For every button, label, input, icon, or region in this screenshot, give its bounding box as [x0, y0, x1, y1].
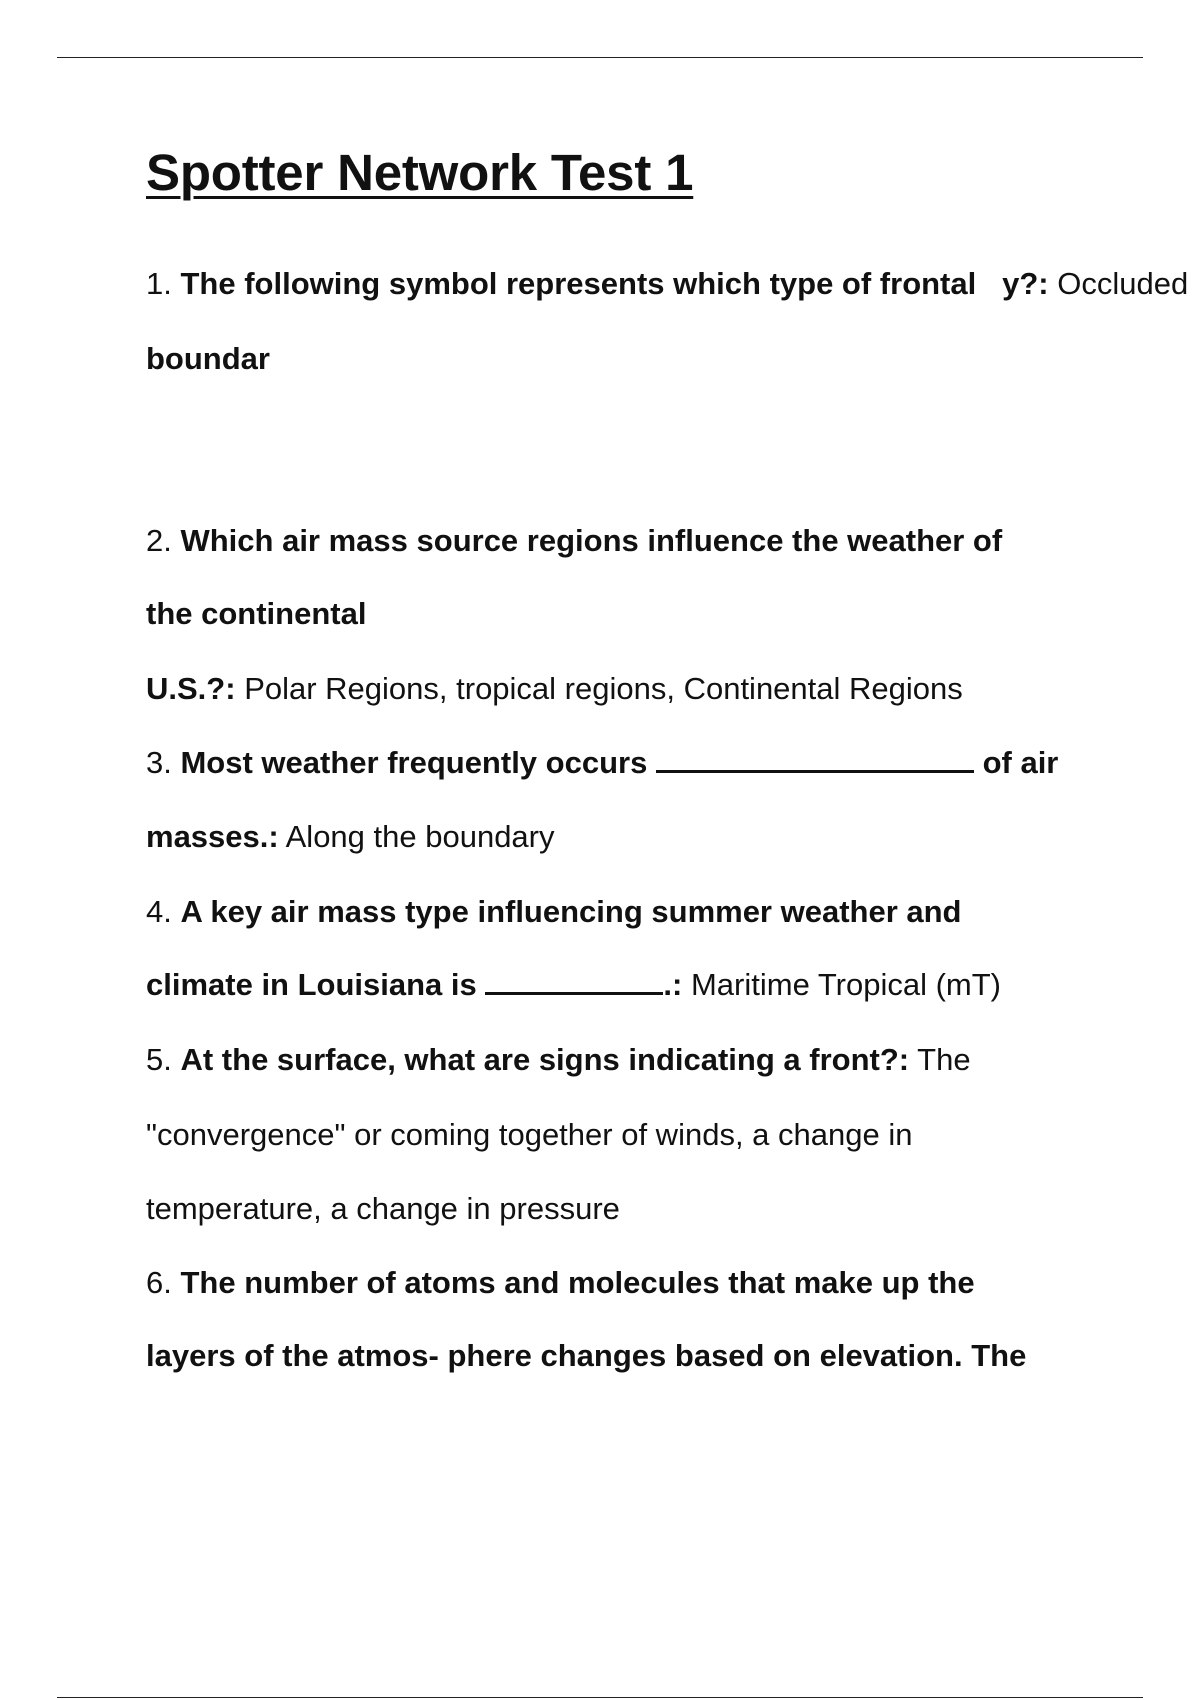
question-2-text-end: U.S.?:	[146, 671, 236, 706]
bottom-rule	[57, 1697, 1143, 1698]
question-3-text-b: of air	[982, 745, 1059, 780]
top-rule	[57, 57, 1143, 58]
question-2-line-3	[146, 670, 963, 708]
question-4-text-cont: climate in Louisiana is	[146, 967, 477, 1002]
question-6-number: 6.	[146, 1265, 172, 1300]
question-3-line-2	[146, 818, 555, 856]
question-3-blank	[656, 744, 974, 773]
question-4-text-end: .:	[663, 967, 683, 1002]
question-2-number: 2.	[146, 523, 172, 558]
question-6-text-cont: layers of the atmos- phere changes based on elevation. The	[146, 1338, 1027, 1373]
question-4-line-1	[146, 893, 962, 931]
question-1-line-2	[146, 340, 270, 378]
question-6-line-2	[146, 1337, 1026, 1375]
question-3-number: 3.	[146, 745, 172, 780]
question-5-answer-end: temperature, a change in pressure	[146, 1191, 620, 1226]
question-5-line-3	[146, 1190, 620, 1228]
question-6-line-1	[146, 1264, 975, 1302]
question-3-line-1	[146, 744, 1058, 782]
question-4-blank	[485, 966, 663, 995]
question-2-text: Which air mass source regions influence the weather of	[180, 523, 1003, 558]
question-5-number: 5.	[146, 1042, 172, 1077]
question-1-tail: y?:	[1002, 266, 1049, 301]
question-5-line-2	[146, 1116, 912, 1154]
question-1-answer: Occluded	[1057, 266, 1189, 301]
question-2-answer: Polar Regions, tropical regions, Continental Regions	[244, 671, 963, 706]
page-title: Spotter Network Test 1	[146, 144, 694, 201]
question-5-answer-cont: "convergence" or coming together of winds, a change in	[146, 1117, 913, 1152]
question-4-number: 4.	[146, 894, 172, 929]
question-3-text-cont: masses.:	[146, 819, 279, 854]
question-4-answer: Maritime Tropical (mT)	[690, 967, 1001, 1002]
question-2-line-1	[146, 522, 1002, 560]
question-5-answer-start: The	[917, 1042, 971, 1077]
question-5-line-1	[146, 1041, 971, 1079]
question-3-answer: Along the boundary	[285, 819, 555, 854]
question-1-line-1	[146, 265, 1188, 303]
question-4-text: A key air mass type influencing summer weather and	[180, 894, 962, 929]
question-4-line-2	[146, 966, 1001, 1004]
question-2-line-2	[146, 595, 366, 633]
question-5-text: At the surface, what are signs indicating a front?:	[180, 1042, 910, 1077]
question-1-text: The following symbol represents which type of frontal	[180, 266, 977, 301]
question-6-text: The number of atoms and molecules that make up the	[180, 1265, 975, 1300]
question-1-number: 1.	[146, 266, 172, 301]
question-3-text: Most weather frequently occurs	[180, 745, 648, 780]
question-1-text-cont: boundar	[146, 341, 270, 376]
question-2-text-cont: the continental	[146, 596, 367, 631]
